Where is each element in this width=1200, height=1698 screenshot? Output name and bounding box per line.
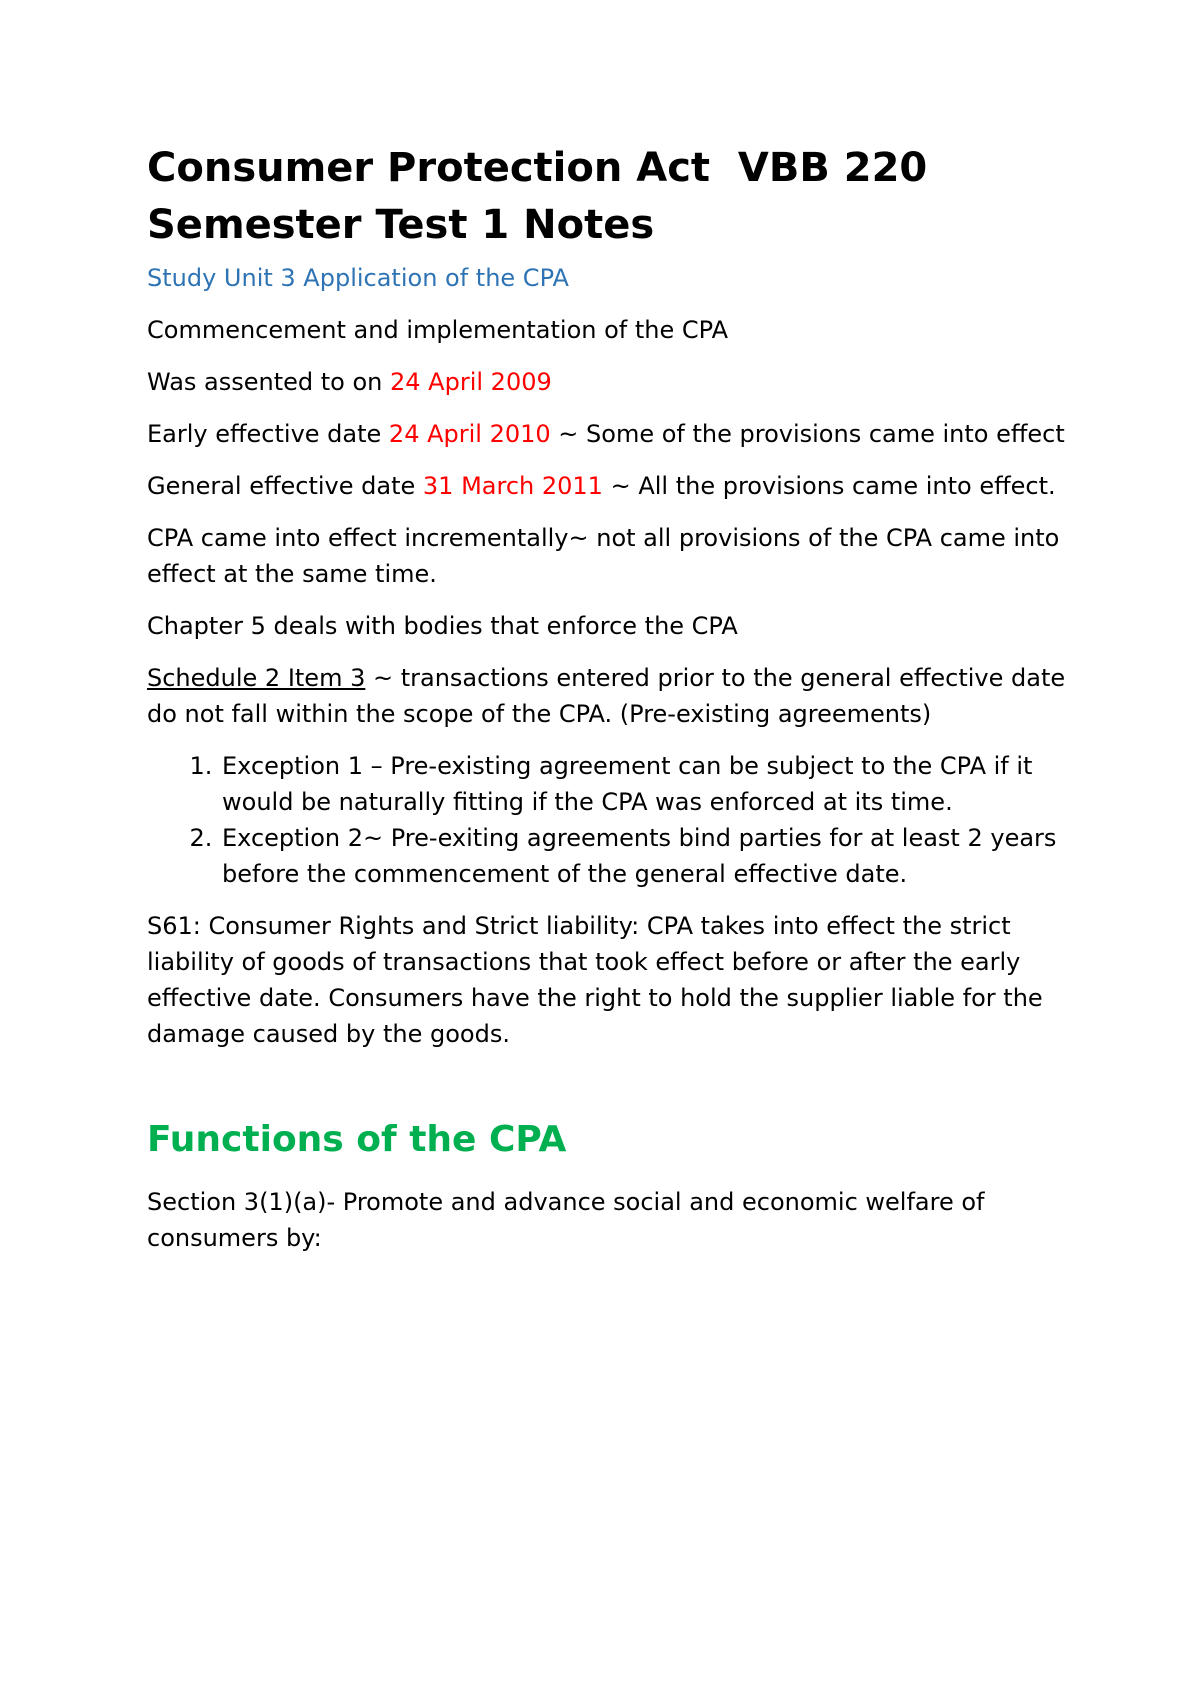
study-unit-heading: Study Unit 3 Application of the CPA <box>147 264 569 292</box>
assented-paragraph <box>147 364 1067 400</box>
early-suffix: ~ Some of the provisions came into effect <box>550 420 1065 448</box>
early-prefix: Early effective date <box>147 420 389 448</box>
functions-heading: Functions of the CPA <box>147 1119 567 1160</box>
s61-paragraph: S61: Consumer Rights and Strict liability: CPA takes into effect the strict liability of goods of transactions that took effect before or after the early effective date. Consumers have the right to hold the supplier liable for the damage caused by the goods. <box>147 912 1043 1048</box>
assented-date: 24 April 2009 <box>390 368 552 396</box>
schedule-paragraph <box>147 660 1067 732</box>
schedule-text: ~ transactions entered prior to the general effective date do not fall within the scope of the CPA. (Pre-existing agreements) <box>147 664 1066 728</box>
general-effective-paragraph <box>147 468 1067 504</box>
document-title <box>147 140 1067 254</box>
title-line-1: Consumer Protection Act VBB 220 <box>147 145 928 191</box>
general-prefix: General effective date <box>147 472 423 500</box>
exceptions-list <box>147 748 1067 892</box>
early-date: 24 April 2010 <box>388 420 551 448</box>
document-page <box>147 140 1067 1272</box>
chapter5-paragraph: Chapter 5 deals with bodies that enforce the CPA <box>147 612 738 640</box>
incremental-paragraph: CPA came into effect incrementally~ not all provisions of the CPA came into effect at the same time. <box>147 524 1060 588</box>
section3-paragraph: Section 3(1)(a)- Promote and advance social and economic welfare of consumers by: <box>147 1188 985 1252</box>
schedule-reference: Schedule 2 Item 3 <box>147 664 366 692</box>
assented-prefix: Was assented to on <box>147 368 391 396</box>
early-effective-paragraph <box>147 416 1067 452</box>
list-item: 2. Exception 2~ Pre-exiting agreements bind parties for at least 2 years before the commencement of the general effective date. <box>220 820 1067 892</box>
commencement-paragraph: Commencement and implementation of the CPA <box>147 316 728 344</box>
general-date: 31 March 2011 <box>422 472 603 500</box>
general-suffix: ~ All the provisions came into effect. <box>602 472 1056 500</box>
list-item: 1. Exception 1 – Pre-existing agreement can be subject to the CPA if it would be naturally fitting if the CPA was enforced at its time. <box>220 748 1067 820</box>
title-line-2: Semester Test 1 Notes <box>147 202 655 248</box>
